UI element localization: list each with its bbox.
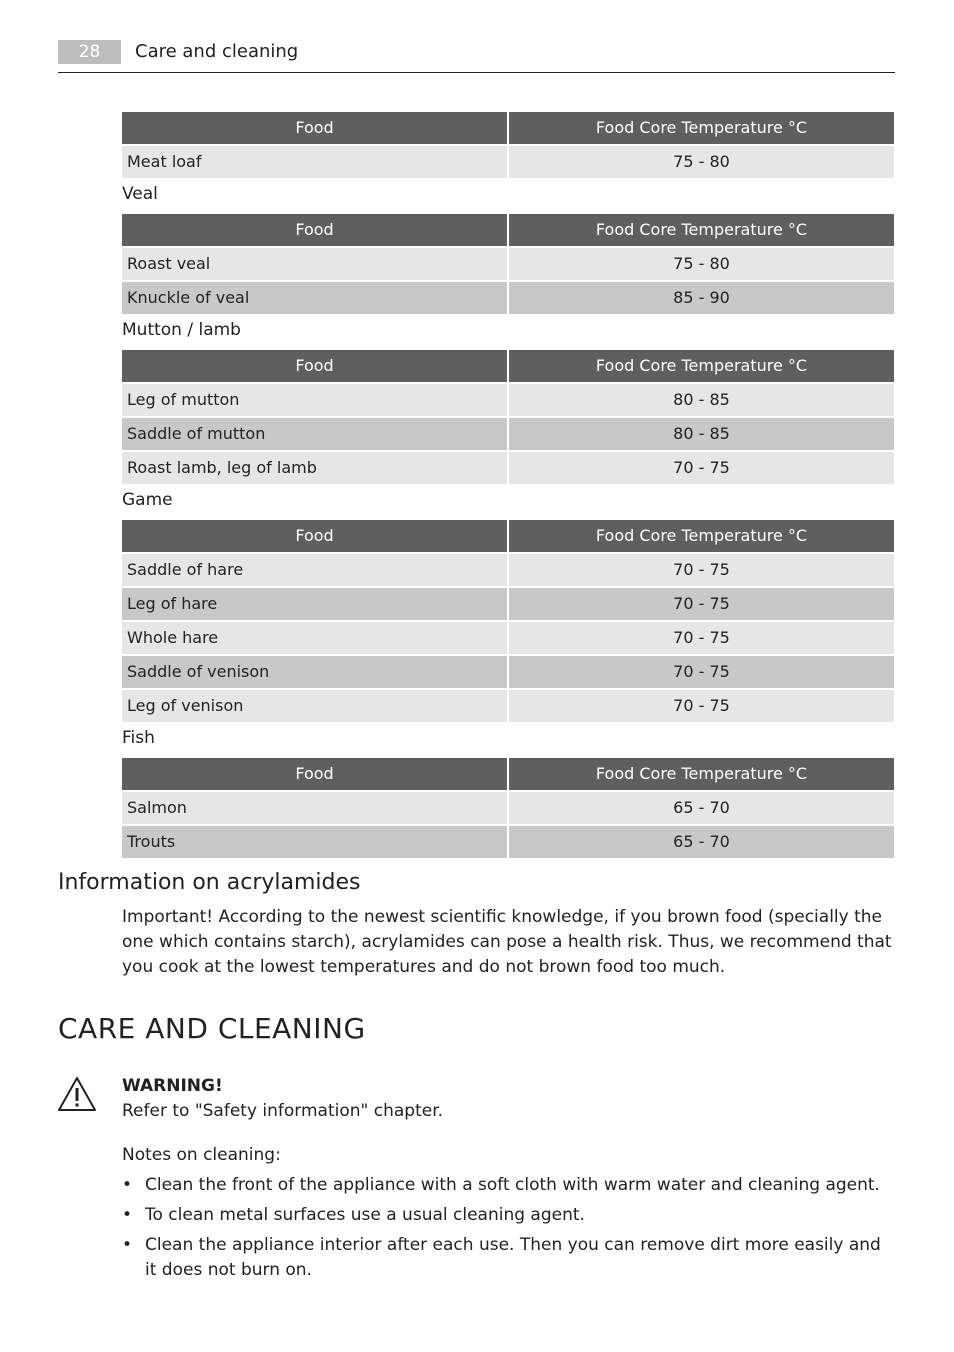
list-item — [122, 1233, 894, 1283]
page-number: 28 — [58, 40, 121, 64]
column-header-food: Food — [122, 350, 507, 382]
table-row — [122, 826, 894, 858]
care-cleaning-heading: CARE AND CLEANING — [58, 1012, 366, 1045]
table-row — [122, 554, 894, 586]
table-row — [122, 622, 894, 654]
page-header — [58, 38, 895, 73]
table-row — [122, 248, 894, 280]
food-cell: Saddle of hare — [122, 554, 507, 586]
food-cell: Knuckle of veal — [122, 282, 507, 314]
food-cell: Roast veal — [122, 248, 507, 280]
column-header-temperature: Food Core Temperature °C — [509, 758, 894, 790]
table-row — [122, 418, 894, 450]
note-text: To clean metal surfaces use a usual cleaning agent. — [145, 1205, 585, 1225]
warning-title: WARNING! — [122, 1076, 223, 1096]
food-cell: Leg of venison — [122, 690, 507, 722]
table-header-row — [122, 758, 894, 790]
food-cell: Trouts — [122, 826, 507, 858]
bullet: • — [122, 1235, 133, 1255]
table-row — [122, 282, 894, 314]
temperature-cell: 70 - 75 — [509, 452, 894, 484]
warning-text: Refer to "Safety information" chapter. — [122, 1101, 444, 1121]
bullet: • — [122, 1205, 133, 1225]
column-header-food: Food — [122, 112, 507, 144]
column-header-temperature: Food Core Temperature °C — [509, 112, 894, 144]
group-label-mutton-lamb: Mutton / lamb — [122, 320, 241, 340]
table-row — [122, 146, 894, 178]
list-item — [122, 1173, 894, 1198]
warning-triangle-icon — [57, 1076, 97, 1112]
header-section-title: Care and cleaning — [135, 41, 299, 62]
food-cell: Saddle of venison — [122, 656, 507, 688]
table-header-row — [122, 214, 894, 246]
temperature-table-game — [122, 520, 894, 724]
food-cell: Salmon — [122, 792, 507, 824]
temperature-cell: 70 - 75 — [509, 656, 894, 688]
temperature-cell: 80 - 85 — [509, 418, 894, 450]
temperature-cell: 75 - 80 — [509, 146, 894, 178]
column-header-temperature: Food Core Temperature °C — [509, 350, 894, 382]
table-row — [122, 452, 894, 484]
food-cell: Leg of hare — [122, 588, 507, 620]
table-header-row — [122, 350, 894, 382]
food-cell: Whole hare — [122, 622, 507, 654]
table-row — [122, 792, 894, 824]
table-row — [122, 588, 894, 620]
acrylamides-text: According to the newest scientific knowledge, if you brown food (specially the one which contains starch), acrylamides can pose a health risk. Thus, we recommend that you cook at the lowest temperatures and do not brown food too much. — [122, 907, 892, 977]
temperature-cell: 65 - 70 — [509, 792, 894, 824]
temperature-table-veal — [122, 214, 894, 316]
note-text: Clean the front of the appliance with a soft cloth with warm water and cleaning agent. — [145, 1175, 880, 1195]
group-label-fish: Fish — [122, 728, 155, 748]
note-text: Clean the appliance interior after each use. Then you can remove dirt more easily and it does not burn on. — [145, 1235, 881, 1280]
table-row — [122, 690, 894, 722]
temperature-cell: 70 - 75 — [509, 588, 894, 620]
table-row — [122, 656, 894, 688]
column-header-food: Food — [122, 758, 507, 790]
acrylamides-heading: Information on acrylamides — [58, 870, 361, 895]
temperature-cell: 70 - 75 — [509, 690, 894, 722]
temperature-cell: 65 - 70 — [509, 826, 894, 858]
column-header-temperature: Food Core Temperature °C — [509, 214, 894, 246]
food-cell: Meat loaf — [122, 146, 507, 178]
column-header-temperature: Food Core Temperature °C — [509, 520, 894, 552]
list-item — [122, 1203, 894, 1228]
food-cell: Saddle of mutton — [122, 418, 507, 450]
temperature-table-0 — [122, 112, 894, 180]
table-header-row — [122, 112, 894, 144]
temperature-cell: 75 - 80 — [509, 248, 894, 280]
temperature-table-mutton-lamb — [122, 350, 894, 486]
temperature-cell: 70 - 75 — [509, 622, 894, 654]
table-header-row — [122, 520, 894, 552]
bullet: • — [122, 1175, 133, 1195]
food-cell: Leg of mutton — [122, 384, 507, 416]
group-label-game: Game — [122, 490, 173, 510]
food-cell: Roast lamb, leg of lamb — [122, 452, 507, 484]
table-row — [122, 384, 894, 416]
cleaning-notes-list — [122, 1173, 894, 1288]
group-label-veal: Veal — [122, 184, 158, 204]
temperature-cell: 80 - 85 — [509, 384, 894, 416]
notes-title: Notes on cleaning: — [122, 1145, 281, 1165]
temperature-table-fish — [122, 758, 894, 860]
column-header-food: Food — [122, 520, 507, 552]
temperature-cell: 70 - 75 — [509, 554, 894, 586]
temperature-cell: 85 - 90 — [509, 282, 894, 314]
important-lead: Important! — [122, 907, 214, 927]
column-header-food: Food — [122, 214, 507, 246]
acrylamides-paragraph — [122, 905, 897, 980]
